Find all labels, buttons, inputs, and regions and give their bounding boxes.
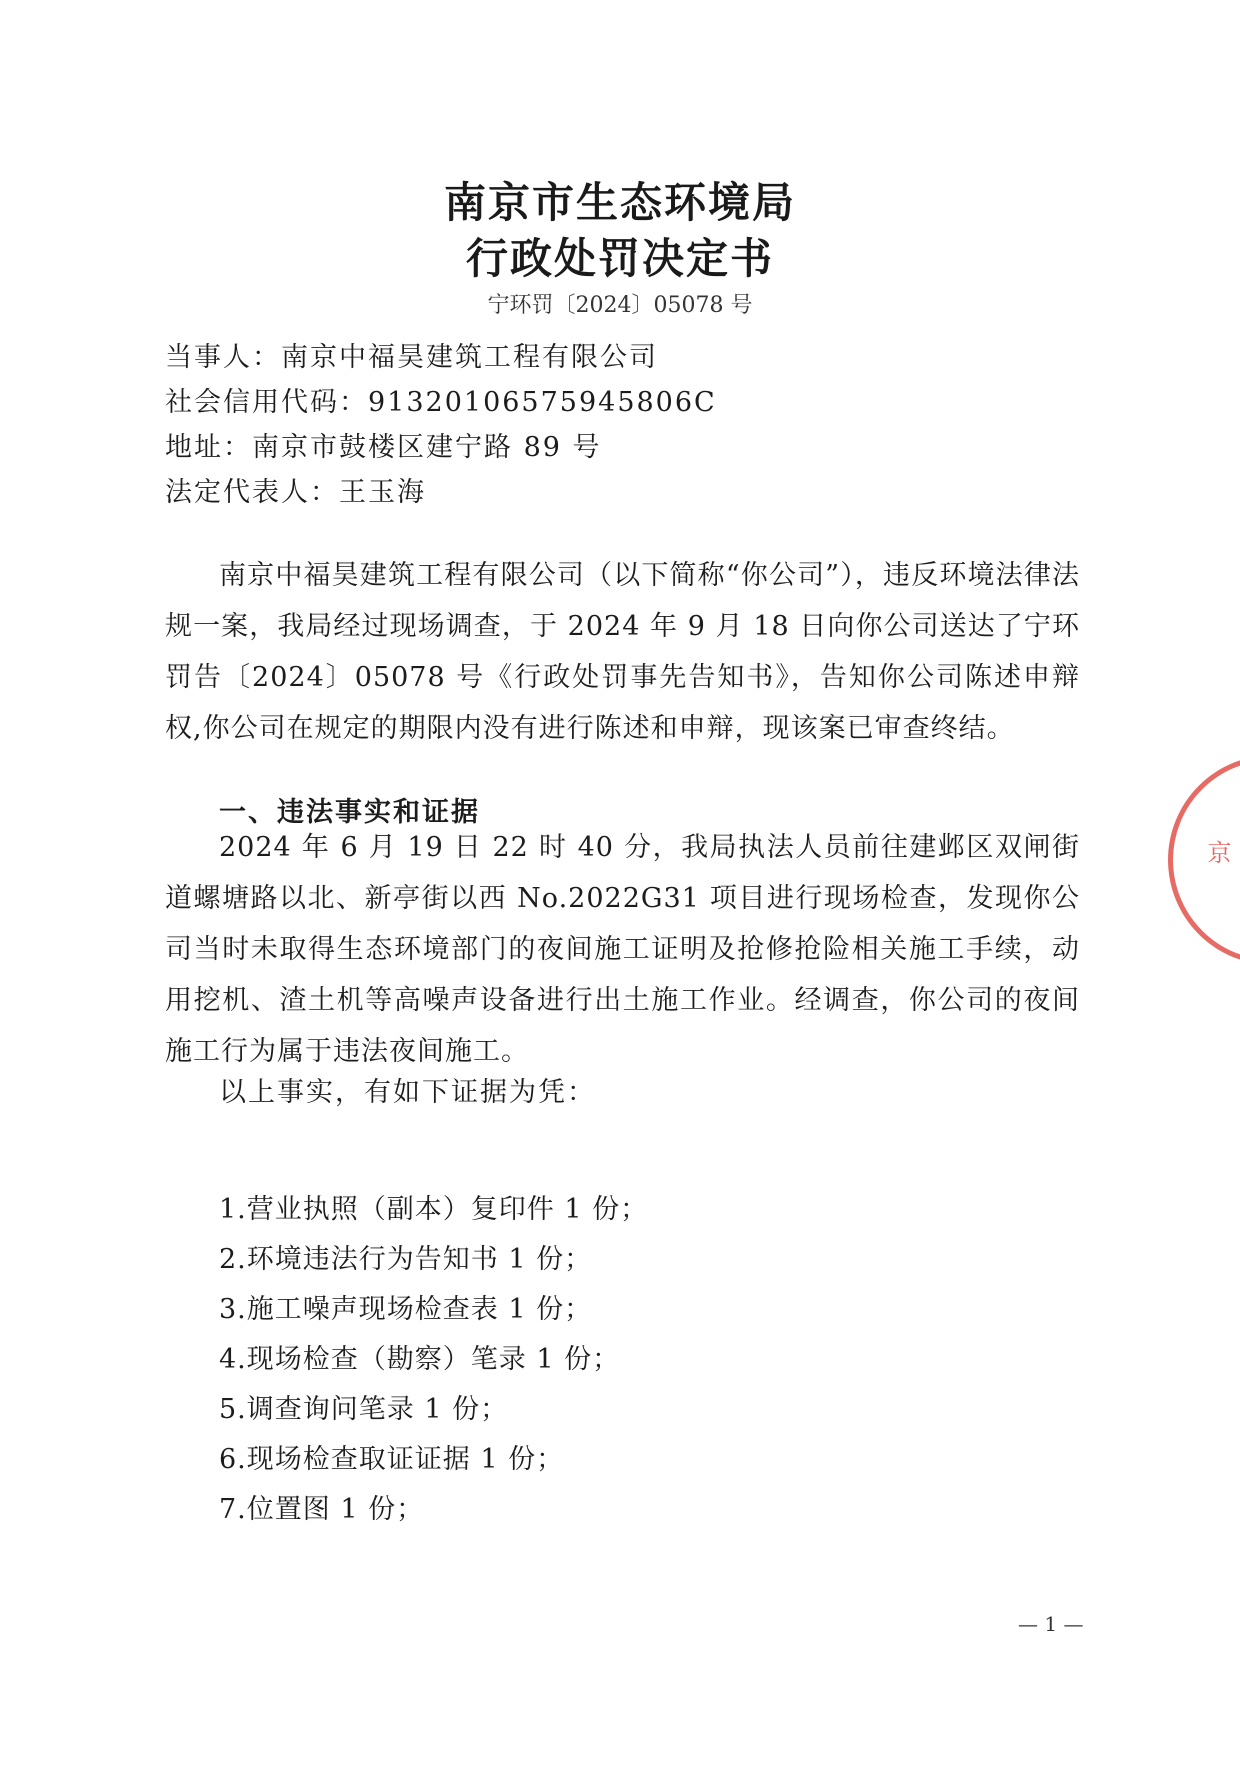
page-number: — 1 — (1018, 1612, 1084, 1636)
section-heading: 一、违法事实和证据 (219, 797, 480, 828)
document-number: 宁环罚〔2024〕05078 号 (487, 293, 753, 318)
evidence-intro: 以上事实，有如下证据为凭： (219, 1077, 596, 1108)
evidence-item: 4.现场检查（勘察）笔录 1 份； (219, 1344, 621, 1375)
agency-title: 南京市生态环境局 (443, 178, 796, 227)
document-type-title: 行政处罚决定书 (465, 234, 774, 283)
evidence-item: 6.现场检查取证证据 1 份； (219, 1444, 565, 1475)
intro-paragraph: 南京中福昊建筑工程有限公司（以下简称“你公司”），违反环境法律法规一案，我局经过现场调查，于 2024 年 9 月 18 日向你公司送达了宁环罚告〔2024〕05078 号《行政处罚事先告知书》，告知你公司陈述申辩权,你公司在规定的期限内没有进行陈述和申辩，现该案已审查终结。 (165, 560, 1080, 744)
party-legal-representative: 法定代表人：王玉海 (165, 477, 426, 508)
party-address: 地址：南京市鼓楼区建宁路 89 号 (165, 432, 602, 463)
party-credit-code: 社会信用代码：91320106575945806C (165, 387, 717, 418)
evidence-list (219, 1185, 648, 1535)
official-seal-text: 京 (1203, 840, 1231, 864)
party-name: 当事人：南京中福昊建筑工程有限公司 (165, 342, 658, 373)
evidence-item: 2.环境违法行为告知书 1 份； (219, 1244, 593, 1275)
evidence-item: 5.调查询问笔录 1 份； (219, 1394, 509, 1425)
evidence-item: 1.营业执照（副本）复印件 1 份； (219, 1194, 649, 1225)
facts-paragraph: 2024 年 6 月 19 日 22 时 40 分，我局执法人员前往建邺区双闸街道螺塘路以北、新亭街以西 No.2022G31 项目进行现场检查，发现你公司当时未取得生态环境部门的夜间施工证明及抢修抢险相关施工手续，动用挖机、渣土机等高噪声设备进行出土施工作业。经调查，你公司的夜间施工行为属于违法夜间施工。 (165, 832, 1080, 1067)
evidence-item: 7.位置图 1 份； (219, 1494, 425, 1525)
evidence-item: 3.施工噪声现场检查表 1 份； (219, 1294, 593, 1325)
